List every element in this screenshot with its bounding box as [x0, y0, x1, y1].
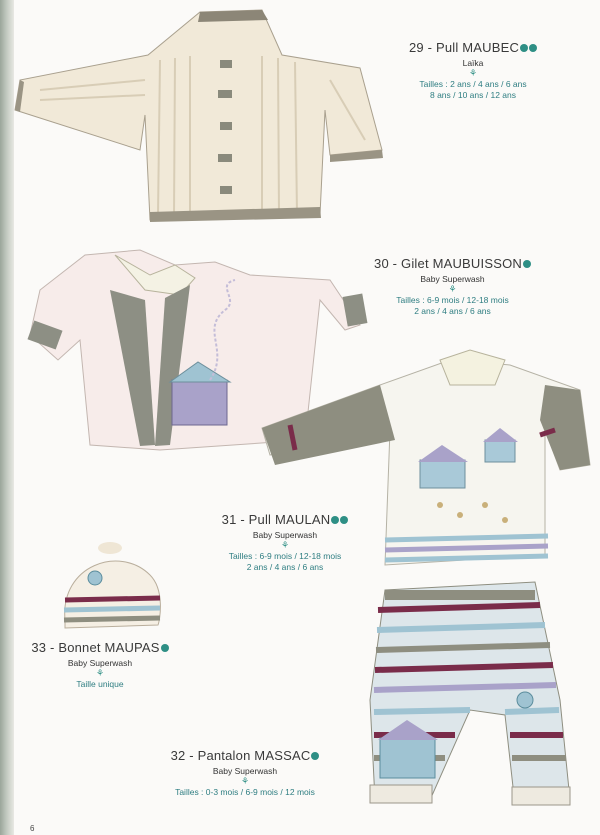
pantalon-massac-image	[370, 582, 570, 805]
item-title: 29 - Pull MAUBEC	[398, 40, 548, 55]
yarn-name: Baby Superwash	[420, 274, 485, 284]
sizes-line: Taille unique	[76, 679, 124, 689]
item-pull-maubec	[398, 40, 548, 101]
page-number: 6	[30, 824, 35, 833]
yarn-name: Baby Superwash	[212, 766, 278, 776]
level-dot-icon	[331, 516, 339, 524]
sizes-line: Tailles : 0-3 mois / 6-9 mois / 12 mois	[175, 787, 315, 797]
leaf-icon: ⚘	[468, 68, 478, 78]
item-title: 32 - Pantalon MASSAC	[160, 748, 330, 763]
level-dot-icon	[529, 44, 537, 52]
leaf-icon: ⚘	[240, 776, 250, 786]
item-title: 31 - Pull MAULAN	[205, 512, 365, 527]
sizes-line: Tailles : 6-9 mois / 12-18 mois	[396, 295, 509, 305]
item-bonnet-maupas	[30, 640, 170, 690]
leaf-icon: ⚘	[95, 668, 105, 678]
level-dot-icon	[340, 516, 348, 524]
item-pantalon-massac	[160, 748, 330, 798]
sizes-line: Tailles : 2 ans / 4 ans / 6 ans	[419, 79, 527, 89]
leaf-icon: ⚘	[448, 284, 457, 294]
level-dot-icon	[523, 260, 531, 268]
sizes-line: 2 ans / 4 ans / 6 ans	[414, 306, 491, 316]
item-pull-maulan	[205, 512, 365, 573]
item-gilet-maubuisson	[370, 256, 535, 317]
sizes-line: 8 ans / 10 ans / 12 ans	[429, 90, 516, 100]
yarn-name: Baby Superwash	[252, 530, 318, 540]
pull-maubec-image	[15, 10, 383, 222]
sizes-line: 2 ans / 4 ans / 6 ans	[246, 562, 324, 572]
level-dot-icon	[520, 44, 528, 52]
level-dot-icon	[311, 752, 319, 760]
yarn-name: Baby Superwash	[67, 658, 133, 668]
item-title: 30 - Gilet MAUBUISSON	[370, 256, 535, 271]
sizes-line: Tailles : 6-9 mois / 12-18 mois	[228, 551, 342, 561]
level-dot-icon	[161, 644, 169, 652]
leaf-icon: ⚘	[280, 540, 290, 550]
bonnet-maupas-image	[64, 542, 160, 628]
yarn-name: Laïka	[462, 58, 484, 68]
item-title: 33 - Bonnet MAUPAS	[30, 640, 170, 655]
